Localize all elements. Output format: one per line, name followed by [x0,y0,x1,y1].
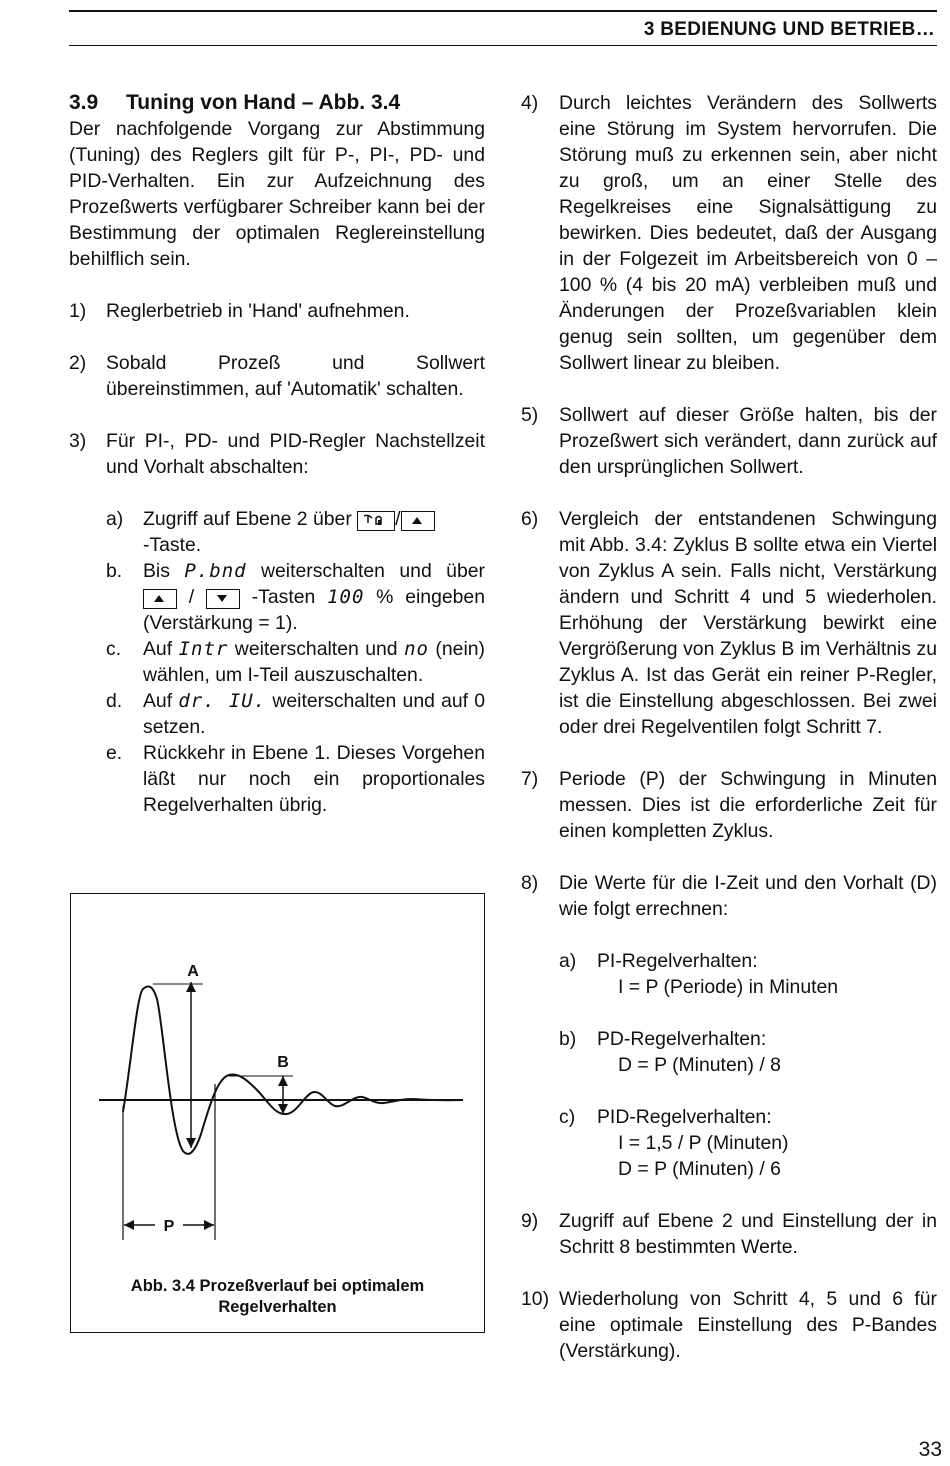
substep-d [106,688,485,740]
step-10 [521,1286,937,1364]
header-rule-top [69,10,937,12]
step-label: 5) [521,404,539,426]
substep-text: Bis P.bnd weiterschalten und über / -Tasten 100 % eingeben (Verstärkung = 1). [143,560,485,634]
substep-text: Zugriff auf Ebene 2 über / -Taste. [143,506,485,558]
step-text: Zugriff auf Ebene 2 und Einstellung der in Schritt 8 bestimmten Werte. [559,1210,937,1258]
up-arrow-key-icon [143,589,177,609]
step-text: Reglerbetrieb in 'Hand' aufnehmen. [106,300,410,322]
period-arrow-right [204,1220,214,1230]
lcd-intr: Intr [178,638,229,660]
step-text: Periode (P) der Schwingung in Minuten messen. Dies ist die erforderliche Zeit für einen kompletten Zyklus. [559,768,937,842]
substep-c [106,636,485,688]
process-curve [123,986,463,1153]
step-8 [521,870,937,922]
formula-pid: c) PID-Regelverhalten: I = 1,5 / P (Minuten) D = P (Minuten) / 6 [559,1106,789,1180]
substep-a [106,506,485,558]
lcd-100: 100 [327,586,365,608]
page-number: 33 [918,1438,942,1461]
step-label: 9) [521,1210,539,1232]
substep-label: c. [106,638,122,660]
step-text: Für PI-, PD- und PID-Regler Nachstellzeit und Vorhalt abschalten: [106,430,485,478]
step-label: 6) [521,508,539,530]
step-7 [521,766,937,844]
step-label: 1) [69,300,87,322]
up-arrow-key-icon [401,511,435,531]
substep-text: Rückkehr in Ebene 1. Dieses Vorgehen läßt nur noch ein proportionales Regelverhalten übrig. [143,742,485,816]
figure-caption: Abb. 3.4 Prozeßverlauf bei optimalem Regelverhalten [130,1277,425,1316]
step-text: Vergleich der entstandenen Schwingung mit Abb. 3.4: Zyklus B sollte etwa ein Viertel von Zyklus A sein. Falls nicht, Verstärkung ändern und Schritt 4 und 5 wiederholen. Erhöhung der Verstärkung bewirkt eine Vergrößerung von Zyklus B im Verhältnis zu Zyklus A. Ist das Gerät ein reiner P-Regler, ist die Einstellung abgeschlossen. Bei zwei oder drei Regelventilen folgt Schritt 7. [559,508,937,738]
formula-pd: b) PD-Regelverhalten: D = P (Minuten) / 8 [559,1028,781,1076]
substep-e [106,740,485,818]
step-5 [521,402,937,480]
step-text: Sollwert auf dieser Größe halten, bis der Prozeßwert sich verändert, dann zurück auf den ursprünglichen Sollwert. [559,404,937,478]
period-arrow-left [124,1220,134,1230]
step-3 [69,428,485,480]
arrowhead-down [186,1138,196,1148]
lcd-driu: dr. IU. [178,690,267,712]
section-title: Tuning von Hand – Abb. 3.4 [126,91,401,114]
step-text: Durch leichtes Verändern des Sollwerts eine Störung im System hervorrufen. Die Störung muß zu erkennen sein, aber nicht zu groß, um an einer Stelle des Regelkreises eine Signalsättigung zu bewirken. Dies bedeutet, daß der Ausgang in der Folgezeit im Arbeitsbereich von 0 – 100 % (4 bis 20 mA) verbleiben muß und Änderungen der Prozeßvariablen klein genug sein sollten, um gegenüber dem Sollwert linear zu bleiben. [559,92,937,374]
left-column [69,90,485,818]
section-number: 3.9 [69,91,99,114]
formula-pi: a) PI-Regelverhalten: I = P (Periode) in Minuten [559,950,839,998]
step-text: Sobald Prozeß und Sollwert übereinstimmen, auf 'Automatik' schalten. [106,352,485,400]
figure-3-4 [70,893,485,1333]
substep-text: Auf Intr weiterschalten und no (nein) wählen, um I-Teil auszuschalten. [143,638,485,686]
substep-label: a) [106,508,124,530]
substep-label: e. [106,742,123,764]
section-heading [69,90,485,116]
label-p: P [163,1218,175,1235]
formula-list [559,948,937,1182]
label-b: B [277,1054,289,1071]
step-label: 7) [521,768,539,790]
step-6 [521,506,937,740]
oscillation-diagram [71,894,483,1274]
substep-label: d. [106,690,123,712]
step-label: 4) [521,92,539,114]
page-key-icon [357,511,395,531]
right-column [521,90,937,1390]
step-label: 2) [69,352,87,374]
step-4 [521,90,937,376]
running-header: 3 BEDIENUNG UND BETRIEB… [643,19,935,40]
step-text: Die Werte für die I-Zeit und den Vorhalt (D) wie folgt errechnen: [559,872,937,920]
step-label: 3) [69,430,87,452]
lcd-no: no [404,638,429,660]
down-arrow-key-icon [206,589,240,609]
step-text: Wiederholung von Schritt 4, 5 und 6 für eine optimale Einstellung des P-Bandes (Verstärkung). [559,1288,937,1362]
substep-text: Auf dr. IU. weiterschalten und auf 0 setzen. [143,690,486,738]
intro-paragraph: Der nachfolgende Vorgang zur Abstimmung (Tuning) des Reglers gilt für P-, PI-, PD- und PID-Verhalten. Ein zur Aufzeichnung des Prozeßwerts verfügbarer Schreiber kann bei der Bestimmung der optimalen Reglereinstellung behilflich sein. [69,118,485,270]
step-9 [521,1208,937,1260]
substep-label: b. [106,560,123,582]
lcd-pbnd: P.bnd [184,560,247,582]
step-label: 8) [521,872,539,894]
header-rule-bottom [69,45,937,46]
label-a: A [187,963,199,980]
step-label: 10) [521,1288,550,1310]
step-2 [69,350,485,402]
step-1 [69,298,485,324]
substep-b [106,558,485,636]
